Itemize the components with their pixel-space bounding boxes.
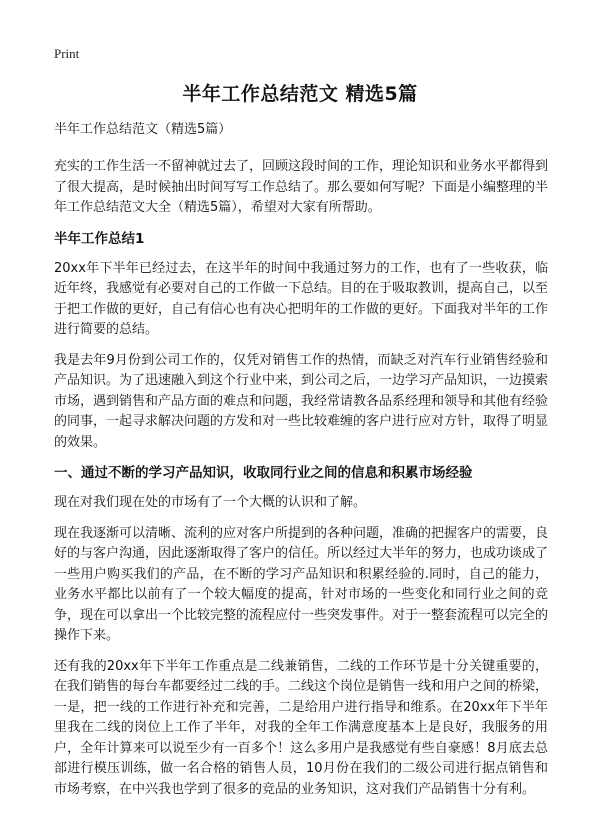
subsection-heading: 一、通过不断的学习产品知识，收取同行业之间的信息和积累市场经验 [54,465,473,481]
intro-paragraph: 充实的工作生活一不留神就过去了，回顾这段时间的工作，理论知识和业务水平都得到了很大提高，是时候抽出时间写写工作总结了。那么要如何写呢？下面是小编整理的半年工作总结范文大全（精选5篇），希望对大家有所帮助。 [54,159,549,215]
page-title: 半年工作总结范文 精选5篇 [182,83,418,105]
section-heading: 半年工作总结1 [54,230,145,247]
print-link[interactable]: Print [54,46,80,61]
paragraph: 现在我逐渐可以清晰、流利的应对客户所提到的各种问题，准确的把握客户的需要，良好的与客户沟通，因此逐渐取得了客户的信任。所以经过大半年的努力，也成功谈成了一些用户购买我们的产品，在不断的学习产品知识和积累经验的.同时，自己的能力，业务水平都比以前有了一个较大幅度的提高，针对市场的一些变化和同行业之间的竞争，现在可以拿出一个比较完整的流程应付一些突发事件。对于一整套流程可以完全的操作下来。 [54,525,549,643]
paragraph: 还有我的20xx年下半年工作重点是二线兼销售，二线的工作环节是十分关键重要的，在我们销售的每台车都要经过二线的手。二线这个岗位是销售一线和用户之间的桥梁，一是，把一线的工作进行补充和完善，二是给用户进行指导和维系。在20xx年下半年里我在二线的岗位上工作了半年，对我的全年工作满意度基本上是良好，我服务的用户，全年计算来可以说至少有一百多个！这么多用户是我感觉有些自豪感！8月底去总部进行模压训练，做一名合格的销售人员，10月份在我们的二级公司进行据点销售和市场考察，在中兴我也学到了很多的竞品的业务知识，这对我们产品销售十分有利。 [54,658,549,797]
paragraph: 现在对我们现在处的市场有了一个大概的认识和了解。 [54,495,367,510]
paragraph: 20xx年下半年已经过去，在这半年的时间中我通过努力的工作，也有了一些收获，临近年终，我感觉有必要对自己的工作做一下总结。目的在于吸取教训，提高自己，以至于把工作做的更好，自己有信心也有决心把明年的工作做的更好。下面我对半年的工作进行简要的总结。 [54,260,549,337]
paragraph: 我是去年9月份到公司工作的，仅凭对销售工作的热情，而缺乏对汽车行业销售经验和产品知识。为了迅速融入到这个行业中来，到公司之后，一边学习产品知识，一边摸索市场，遇到销售和产品方面的难点和问题，我经常请教各品系经理和领导和其他有经验的同事，一起寻求解决问题的方发和对一些比较难缠的客户进行应对方针，取得了明显的效果。 [54,352,549,450]
article-body [54,121,548,810]
article-subtitle: 半年工作总结范文（精选5篇） [54,122,232,137]
